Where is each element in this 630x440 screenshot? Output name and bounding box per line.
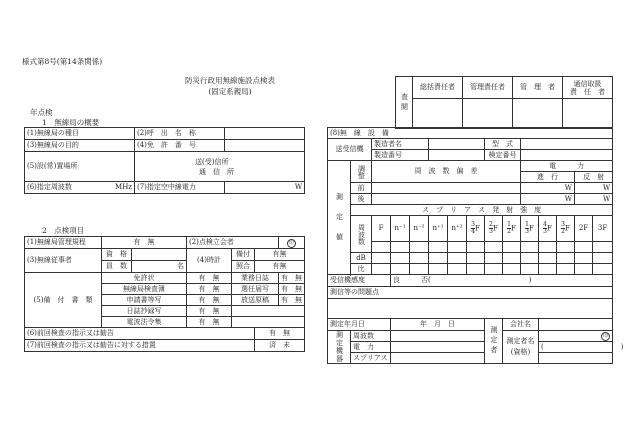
- spur-col-header: $\frac{4}{3}$ F: [539, 216, 557, 242]
- doc-yesno[interactable]: 有 無: [187, 317, 232, 328]
- model-label: 型 式: [485, 139, 521, 150]
- doc-yesno[interactable]: 有 無: [187, 306, 232, 317]
- spur-col-header: $\frac{1}{3}$ F: [521, 216, 539, 242]
- power-label: (7)指定空中線電力: [135, 182, 225, 194]
- spur-cell[interactable]: [575, 264, 593, 275]
- auditor-label: 査閲: [396, 77, 413, 129]
- freq-dev-label: 周 波 数 偏 差: [372, 161, 521, 183]
- model-value[interactable]: [521, 139, 613, 150]
- spur-col-header: $\frac{3}{2}$ F: [557, 216, 575, 242]
- spur-cell[interactable]: [372, 264, 391, 275]
- db-label: dB: [351, 253, 372, 264]
- doc-yesno[interactable]: 有 無: [279, 284, 305, 295]
- auditor-cell[interactable]: [463, 99, 513, 129]
- reflect-label: 反 射: [575, 172, 613, 183]
- seal-icon: 印: [288, 239, 294, 246]
- serial-label: 製造番号: [372, 150, 429, 161]
- date-label: 測定年月日: [328, 319, 391, 331]
- spur-cell[interactable]: [448, 242, 467, 253]
- frequency-label: (6)指定周波数: [27, 183, 72, 191]
- prev-instruction-label: (6)前回検査の指示又は勧告: [25, 328, 255, 340]
- prev-measure-label: (7)前回検査の指示又は勧告に対する措置: [25, 340, 255, 352]
- spur-cell[interactable]: [503, 264, 521, 275]
- before-reflect-unit: W: [575, 183, 613, 194]
- doc-yesno[interactable]: 有 無: [187, 284, 232, 295]
- instr-value[interactable]: [391, 342, 485, 353]
- recv-label: 受信機感度: [328, 275, 391, 287]
- doc-yesno[interactable]: 有 無: [187, 273, 232, 284]
- doc-empty: [232, 317, 305, 328]
- after-reflect-unit: W: [575, 194, 613, 205]
- seal-icon: 印: [603, 333, 609, 339]
- spur-cell[interactable]: [521, 253, 539, 264]
- spur-col-header: n⁻²: [410, 216, 429, 242]
- spur-cell[interactable]: [372, 253, 391, 264]
- ratio-label: 比: [351, 264, 372, 275]
- form-subtitle: (固定系親局): [208, 87, 252, 96]
- form-title: 防災行政用無線施設点検表: [185, 76, 275, 85]
- adj-label: 調整: [351, 161, 372, 183]
- spur-cell[interactable]: [503, 242, 521, 253]
- instr-item: 周波数: [351, 331, 391, 342]
- call-sign-label: (2)呼 出 名 称: [135, 128, 225, 140]
- doc-yesno[interactable]: 有 無: [187, 295, 232, 306]
- people-unit: 名: [132, 261, 187, 273]
- tx-site-label: 送(受)信所: [195, 157, 229, 166]
- auditor-cell[interactable]: [563, 99, 613, 129]
- auditor-cell[interactable]: [513, 99, 563, 129]
- spur-cell[interactable]: [539, 264, 557, 275]
- checked-value[interactable]: 有無: [255, 261, 305, 273]
- purpose-label: (3)無線局の目的: [25, 140, 135, 152]
- recv-value[interactable]: 良 否( ): [391, 275, 613, 287]
- before-label: 前: [351, 183, 372, 194]
- spur-cell[interactable]: [391, 242, 410, 253]
- spur-cell[interactable]: [575, 253, 593, 264]
- person-paren[interactable]: ( ): [539, 342, 613, 353]
- overview-table: [24, 127, 305, 194]
- before-forward-unit: W: [521, 183, 575, 194]
- person-blank[interactable]: [539, 353, 613, 364]
- watt-unit: W: [225, 182, 305, 194]
- spur-cell[interactable]: [448, 253, 467, 264]
- license-no-value[interactable]: [225, 140, 305, 152]
- forward-label: 進 行: [521, 172, 575, 183]
- auditor-col: 総括責任者: [413, 77, 463, 99]
- qual-value[interactable]: [132, 249, 187, 261]
- call-sign-value[interactable]: [225, 128, 305, 140]
- spur-cell[interactable]: [521, 242, 539, 253]
- spur-cell[interactable]: [410, 264, 429, 275]
- spur-cell[interactable]: [557, 253, 575, 264]
- docs-label: (5)備 付 書 類: [25, 273, 102, 328]
- qual-label: 資 格: [102, 249, 132, 261]
- spur-cell[interactable]: [467, 242, 485, 253]
- spur-cell[interactable]: [410, 242, 429, 253]
- doc-item: 電波法令集: [102, 317, 187, 328]
- spur-cell[interactable]: [593, 242, 613, 253]
- doc-item: 放送原稿: [232, 295, 279, 306]
- spur-col-header: $\frac{1}{2}$ F: [503, 216, 521, 242]
- auditor-col: 通信取扱 責 任 者: [563, 77, 613, 99]
- doc-item: 申請書等写: [102, 295, 187, 306]
- person-label: 測定者名 (資格): [503, 331, 539, 364]
- spur-cell[interactable]: [539, 253, 557, 264]
- spur-cell[interactable]: [557, 264, 575, 275]
- spur-cell[interactable]: [593, 253, 613, 264]
- spur-cell[interactable]: [429, 264, 448, 275]
- issues-value[interactable]: [328, 299, 613, 319]
- spur-cell[interactable]: [448, 264, 467, 275]
- prev-instruction-value[interactable]: 有 無: [255, 328, 305, 340]
- spur-cell[interactable]: [485, 242, 503, 253]
- check-table: [24, 236, 305, 352]
- spur-cell[interactable]: [557, 242, 575, 253]
- instr-item: 電 力: [351, 342, 391, 353]
- station-type-label: (1)無線局の種目: [25, 128, 135, 140]
- license-no-label: (4)免 許 番 号: [135, 140, 225, 152]
- spur-cell[interactable]: [429, 242, 448, 253]
- serial-value[interactable]: [429, 150, 485, 161]
- spur-header: ス プ リ ア ス 発 射 強 度: [351, 205, 613, 216]
- doc-item: 選任届写: [232, 284, 279, 295]
- spur-cell[interactable]: [467, 264, 485, 275]
- doc-item: 免許状: [102, 273, 187, 284]
- after-freq-value[interactable]: [372, 194, 521, 205]
- spur-col-header: $\frac{2}{3}$ F: [485, 216, 503, 242]
- equipment-table: [327, 127, 624, 364]
- doc-empty: [232, 306, 305, 317]
- location-label: (5)設(常)置場所: [25, 152, 135, 182]
- spur-cell[interactable]: [372, 242, 391, 253]
- mhz-unit: MHz: [115, 183, 132, 191]
- spur-cell[interactable]: [503, 253, 521, 264]
- measure-label: 測 定 値: [328, 161, 351, 275]
- instr-value[interactable]: [391, 331, 485, 342]
- auditor-col: 管 理 者: [513, 77, 563, 99]
- spur-cell[interactable]: [391, 264, 410, 275]
- equip-title: (8)無 線 設 備: [328, 128, 613, 139]
- staff-label: (3)無線従事者: [25, 249, 102, 273]
- equipped-value[interactable]: 有無: [255, 249, 305, 261]
- freq-row-label: 周波数: [351, 216, 372, 253]
- issues-label: 測信等の問題点: [328, 287, 613, 299]
- company-label: 会社名: [503, 319, 539, 331]
- prev-measure-value[interactable]: 済 未: [255, 340, 305, 352]
- after-forward-unit: W: [521, 194, 575, 205]
- equipped-label: 備付: [232, 249, 255, 261]
- spur-cell[interactable]: [575, 242, 593, 253]
- auditor-table: [395, 76, 613, 129]
- spur-cell[interactable]: [539, 242, 557, 253]
- before-freq-value[interactable]: [372, 183, 521, 194]
- company-value[interactable]: [539, 319, 613, 331]
- check-no-value[interactable]: [521, 150, 613, 161]
- mgmt-value[interactable]: 有 無: [102, 237, 187, 249]
- power-header: 電 力: [521, 161, 613, 172]
- maker-label: 製造者名: [372, 139, 429, 150]
- instr-value[interactable]: [391, 353, 485, 364]
- spur-cell[interactable]: [391, 253, 410, 264]
- spur-col-header: 2F: [575, 216, 593, 242]
- witness-label: (2)点検立会者: [187, 237, 279, 249]
- spur-cell[interactable]: [593, 264, 613, 275]
- check-no-label: 検定番号: [485, 150, 521, 161]
- count-label: 員 数: [102, 261, 132, 273]
- checked-label: 照合: [232, 261, 255, 273]
- date-value[interactable]: 年 月 日: [391, 319, 485, 331]
- doc-yesno[interactable]: 有 無: [279, 295, 305, 306]
- doc-yesno[interactable]: 有 無: [279, 273, 305, 284]
- spur-col-header: n⁺¹: [429, 216, 448, 242]
- spur-cell[interactable]: [485, 264, 503, 275]
- meas-label: 測定者: [485, 319, 503, 364]
- spur-col-header: n⁺²: [448, 216, 467, 242]
- section1-heading: 1 無線局の概要: [42, 118, 100, 127]
- doc-item: 業務日誌: [232, 273, 279, 284]
- form-number: 様式第8号(第14条関係): [22, 57, 103, 66]
- spur-col-header: 3F: [593, 216, 613, 242]
- doc-item: 日誌抄録写: [102, 306, 187, 317]
- spur-col-header: F: [372, 216, 391, 242]
- comm-site-label: 通 信 所: [199, 167, 234, 176]
- auditor-col: 管理責任者: [463, 77, 513, 99]
- spur-cell[interactable]: [521, 264, 539, 275]
- spur-col-header: n⁻¹: [391, 216, 410, 242]
- maker-value[interactable]: [429, 139, 485, 150]
- spur-cell[interactable]: [485, 253, 503, 264]
- auditor-cell[interactable]: [413, 99, 463, 129]
- spur-cell[interactable]: [467, 253, 485, 264]
- instr-item: スプリアス: [351, 353, 391, 364]
- year-check-label: 年点検: [30, 108, 53, 117]
- mgmt-label: (1)無線局管理規程: [25, 237, 102, 249]
- spur-col-header: $\frac{3}{4}$ F: [467, 216, 485, 242]
- txrx-label: 送受信機: [328, 139, 372, 161]
- doc-item: 無線局検査簿: [102, 284, 187, 295]
- section2-heading: 2 点検項目: [42, 226, 85, 235]
- after-label: 後: [351, 194, 372, 205]
- spur-cell[interactable]: [410, 253, 429, 264]
- instr-label: 測定機器: [328, 331, 351, 364]
- clock-label: (4)時計: [187, 249, 232, 273]
- spur-cell[interactable]: [429, 253, 448, 264]
